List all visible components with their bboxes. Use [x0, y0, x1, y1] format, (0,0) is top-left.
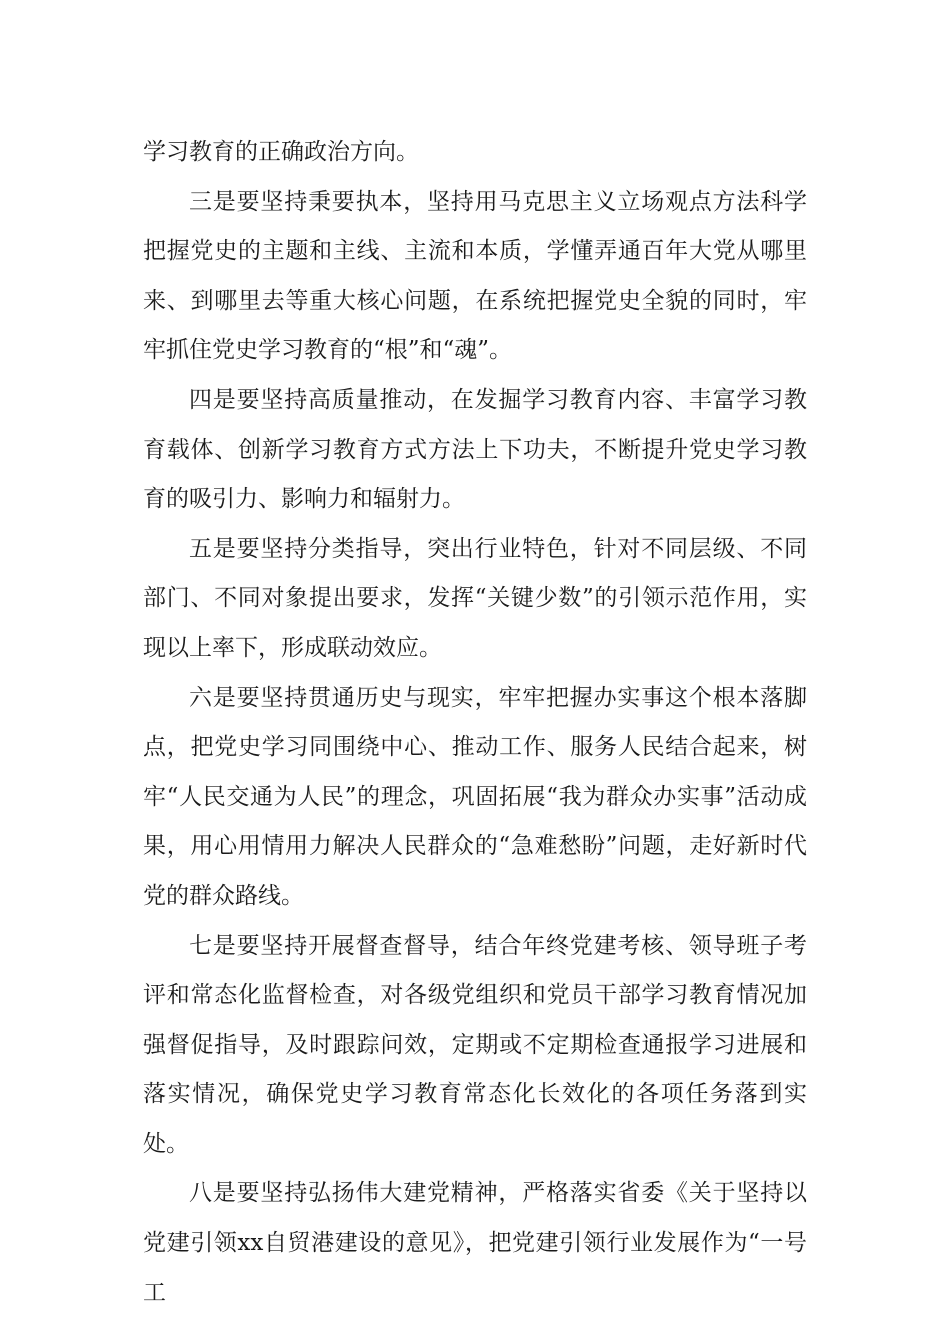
paragraph-point-four: 四是要坚持高质量推动，在发掘学习教育内容、丰富学习教育载体、创新学习教育方式方法上下功夫，不断提升党史学习教育的吸引力、影响力和辐射力。 [143, 386, 807, 513]
paragraph-continuation: 学习教育的正确政治方向。 [143, 139, 419, 165]
paragraph-point-three: 三是要坚持秉要执本，坚持用马克思主义立场观点方法科学把握党史的主题和主线、主流和本质，学懂弄通百年大党从哪里来、到哪里去等重大核心问题，在系统把握党史全貌的同时，牢牢抓住党史学习教育的“根”和“魂”。 [143, 188, 807, 364]
paragraph-point-five: 五是要坚持分类指导，突出行业特色，针对不同层级、不同部门、不同对象提出要求，发挥“关键少数”的引领示范作用，实现以上率下，形成联动效应。 [143, 535, 807, 661]
paragraph-point-six: 六是要坚持贯通历史与现实，牢牢把握办实事这个根本落脚点，把党史学习同围绕中心、推动工作、服务人民结合起来，树牢“人民交通为人民”的理念，巩固拓展“我为群众办实事”活动成果，用心用情用力解决人民群众的“急难愁盼”问题，走好新时代党的群众路线。 [143, 684, 807, 909]
document-body [143, 128, 807, 1318]
paragraph-point-seven: 七是要坚持开展督查督导，结合年终党建考核、领导班子考评和常态化监督检查，对各级党组织和党员干部学习教育情况加强督促指导，及时跟踪问效，定期或不定期检查通报学习进展和落实情况，确保党史学习教育常态化长效化的各项任务落到实处。 [143, 932, 807, 1157]
paragraph-point-eight: 八是要坚持弘扬伟大建党精神，严格落实省委《关于坚持以党建引领xx自贸港建设的意见》，把党建引领行业发展作为“一号工 [143, 1180, 807, 1306]
